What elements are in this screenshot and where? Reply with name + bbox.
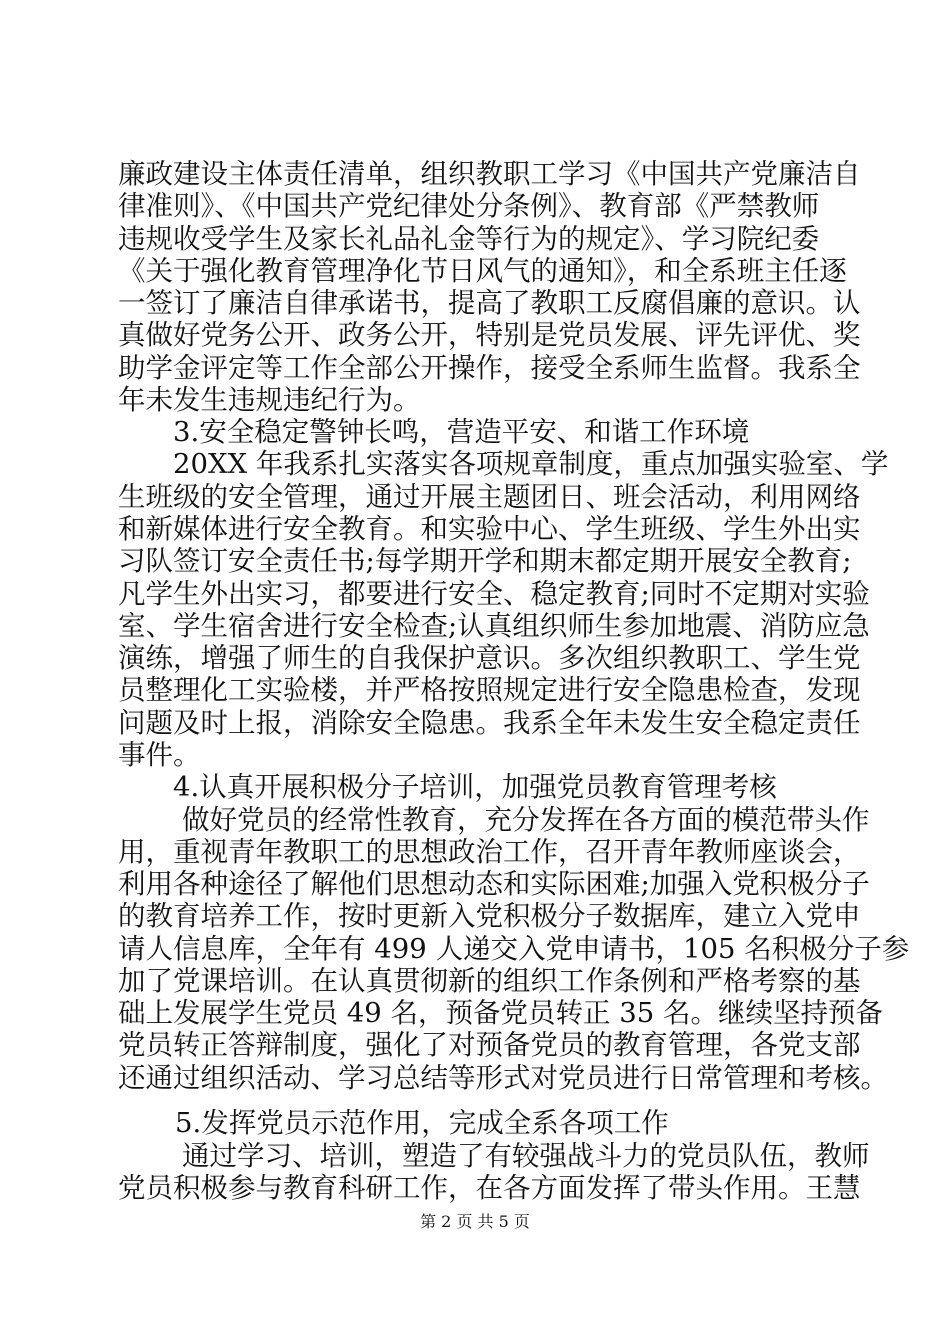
text-line: 利用各种途径了解他们思想动态和实际困难;加强入党积极分子 bbox=[118, 868, 870, 900]
text-line: 还通过组织活动、学习总结等形式对党员进行日常管理和考核。 bbox=[118, 1062, 888, 1094]
page-footer: 第 2 页 共 5 页 bbox=[420, 1212, 530, 1231]
text-line: 的教育培养工作，按时更新入党积极分子数据库，建立入党申 bbox=[118, 900, 861, 932]
text-line: 真做好党务公开、政务公开，特别是党员发展、评先评优、奖 bbox=[118, 319, 861, 351]
text-line: 党员积极参与教育科研工作，在各方面发挥了带头作用。王慧 bbox=[118, 1172, 861, 1204]
text-line: 加了党课培训。在认真贯彻新的组织工作条例和严格考察的基 bbox=[118, 965, 861, 997]
text-line: 事件。 bbox=[118, 739, 201, 771]
text-line: 做好党员的经常性教育，充分发挥在各方面的模范带头作 bbox=[182, 804, 870, 836]
text-line: 党员转正答辩制度，强化了对预备党员的教育管理，各党支部 bbox=[118, 1029, 861, 1061]
text-line: 凡学生外出实习，都要进行安全、稳定教育;同时不定期对实验 bbox=[118, 578, 870, 610]
text-line: 室、学生宿舍进行安全检查;认真组织师生参加地震、消防应急 bbox=[118, 610, 870, 642]
text-line: 20XX 年我系扎实落实各项规章制度，重点加强实验室、学 bbox=[173, 448, 889, 480]
section-heading: 3.安全稳定警钟长鸣，营造平安、和谐工作环境 bbox=[173, 416, 750, 448]
text-line: 《关于强化教育管理净化节日风气的通知》，和全系班主任逐 bbox=[118, 255, 847, 287]
text-line: 违规收受学生及家长礼品礼金等行为的规定》、学习院纪委 bbox=[118, 223, 820, 255]
section-heading: 4.认真开展积极分子培训，加强党员教育管理考核 bbox=[173, 771, 777, 803]
text-line: 助学金评定等工作全部公开操作，接受全系师生监督。我系全 bbox=[118, 352, 861, 384]
text-line: 用，重视青年教职工的思想政治工作，召开青年教师座谈会， bbox=[118, 836, 861, 868]
text-line: 和新媒体进行安全教育。和实验中心、学生班级、学生外出实 bbox=[118, 513, 861, 545]
text-line: 础上发展学生党员 49 名，预备党员转正 35 名。继续坚持预备 bbox=[118, 997, 883, 1029]
text-line: 习队签订安全责任书;每学期开学和期末都定期开展安全教育; bbox=[118, 545, 852, 577]
text-line: 生班级的安全管理，通过开展主题团日、班会活动，利用网络 bbox=[118, 481, 861, 513]
text-line: 一签订了廉洁自律承诺书，提高了教职工反腐倡廉的意识。认 bbox=[118, 287, 861, 319]
section-heading: 5.发挥党员示范作用，完成全系各项工作 bbox=[175, 1107, 669, 1139]
text-line: 问题及时上报，消除安全隐患。我系全年未发生安全稳定责任 bbox=[118, 707, 861, 739]
text-line: 年未发生违规违纪行为。 bbox=[118, 384, 421, 416]
text-line: 廉政建设主体责任清单，组织教职工学习《中国共产党廉洁自 bbox=[118, 158, 861, 190]
text-line: 请人信息库，全年有 499 人递交入党申请书，105 名积极分子参 bbox=[118, 933, 910, 965]
text-line: 律准则》、《中国共产党纪律处分条例》、教育部《严禁教师 bbox=[118, 190, 820, 222]
text-line: 通过学习、培训，塑造了有较强战斗力的党员队伍，教师 bbox=[182, 1140, 870, 1172]
text-line: 员整理化工实验楼，并严格按照规定进行安全隐患检查，发现 bbox=[118, 674, 861, 706]
text-line: 演练，增强了师生的自我保护意识。多次组织教职工、学生党 bbox=[118, 642, 861, 674]
